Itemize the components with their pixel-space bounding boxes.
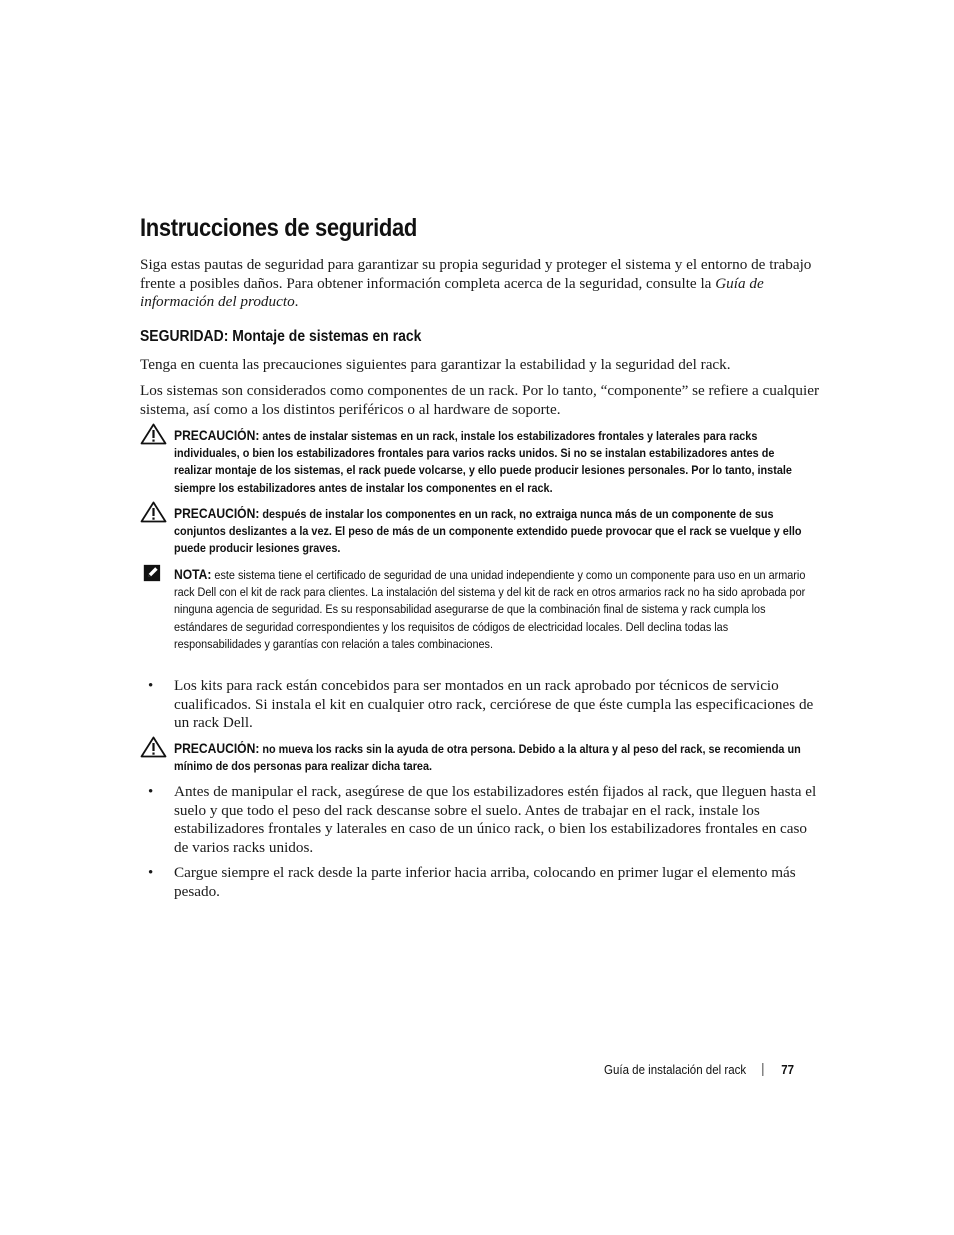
intro-text: Siga estas pautas de seguridad para garantizar su propia seguridad y proteger el sistema y el entorno de trabajo frente a posibles daños. Para obtener información completa acerca de la seguridad, consulte la xyxy=(140,256,812,292)
caution-3-body: no mueva los racks sin la ayuda de otra persona. Debido a la altura y al peso del rack, se recomienda un mínimo de dos personas para realizar dicha tarea. xyxy=(174,742,801,774)
note-text xyxy=(174,566,815,653)
footer-guide-title: Guía de instalación del rack xyxy=(604,1062,747,1077)
caution-2-text xyxy=(174,505,815,558)
paragraph-1: Tenga en cuenta las precauciones siguientes para garantizar la estabilidad y la seguridad del rack. xyxy=(140,356,731,373)
warning-triangle-icon xyxy=(140,423,167,445)
section-heading: SEGURIDAD: Montaje de sistemas en rack xyxy=(140,328,422,345)
footer-separator xyxy=(762,1063,763,1076)
warning-triangle-icon xyxy=(140,501,167,523)
page-title: Instrucciones de seguridad xyxy=(140,214,417,242)
caution-3-text xyxy=(174,740,815,775)
list-item-text: Antes de manipular el rack, asegúrese de que los estabilizadores estén fijados al rack, que lleguen hasta el suelo y que todo el peso del rack descanse sobre el suelo. Antes de trabajar en el rack, instale los estabilizadores frontales y laterales en caso de un único rack, o bien los estabilizadores frontales en caso de varios racks unidos. xyxy=(174,783,817,856)
caution-3-label: PRECAUCIÓN: xyxy=(174,741,260,756)
paragraph-2: Los sistemas son considerados como componentes de un rack. Por lo tanto, “componente” se refiere a cualquier sistema, así como a los distintos periféricos o al hardware de soporte. xyxy=(140,382,820,418)
caution-2-body: después de instalar los componentes en un rack, no extraiga nunca más de un componente de sus conjuntos deslizantes a la vez. El peso de más de un componente extendido puede provocar que el rack se vuelque y ello puede producir lesiones graves. xyxy=(174,507,802,556)
note-body: este sistema tiene el certificado de seguridad de una unidad independiente y como un componente para uso en un armario rack Dell con el kit de rack para clientes. La instalación del sistema y del kit de rack en otros armarios rack no ha sido aprobada por ninguna agencia de seguridad. Es su responsabilidad asegurarse de que la combinación final de sistema y rack cumpla los estándares de seguridad correspondientes y los requisitos de códigos de electricidad locales. Dell declina todas las responsabilidades y garantías con relación a tales combinaciones. xyxy=(174,568,806,651)
caution-1-body: antes de instalar sistemas en un rack, instale los estabilizadores frontales y laterales para racks individuales, o bien los estabilizadores frontales para varios racks unidos. Si no se instalan estabilizadores antes de realizar montaje de los sistemas, el rack puede volcarse, y ello puede producir lesiones personales. Por lo tanto, instale siempre los estabilizadores antes de instalar los componentes en el rack. xyxy=(174,429,792,495)
pencil-note-icon xyxy=(143,562,165,584)
page-number: 77 xyxy=(781,1062,795,1077)
caution-1-text xyxy=(174,427,815,497)
page-footer xyxy=(604,1062,794,1077)
list-item-text: Los kits para rack están concebidos para ser montados en un rack aprobado por técnicos de servicio cualificados. Si instala el kit en cualquier otro rack, cerciórese de que éste cumpla las especificaciones de un rack Dell. xyxy=(174,677,814,732)
product-guide-reference: Guía de información del producto xyxy=(140,274,764,311)
list-item-text: Cargue siempre el rack desde la parte inferior hacia arriba, colocando en primer lugar el elemento más pesado. xyxy=(174,864,796,900)
note-label: NOTA: xyxy=(174,567,212,582)
bullet-glyph: • xyxy=(148,865,154,881)
caution-2-label: PRECAUCIÓN: xyxy=(174,506,260,521)
intro-end: . xyxy=(294,293,299,311)
bullet-glyph: • xyxy=(148,784,154,800)
bullet-glyph: • xyxy=(148,678,154,694)
intro-paragraph xyxy=(140,256,820,312)
warning-triangle-icon xyxy=(140,736,167,758)
caution-1-label: PRECAUCIÓN: xyxy=(174,428,260,443)
